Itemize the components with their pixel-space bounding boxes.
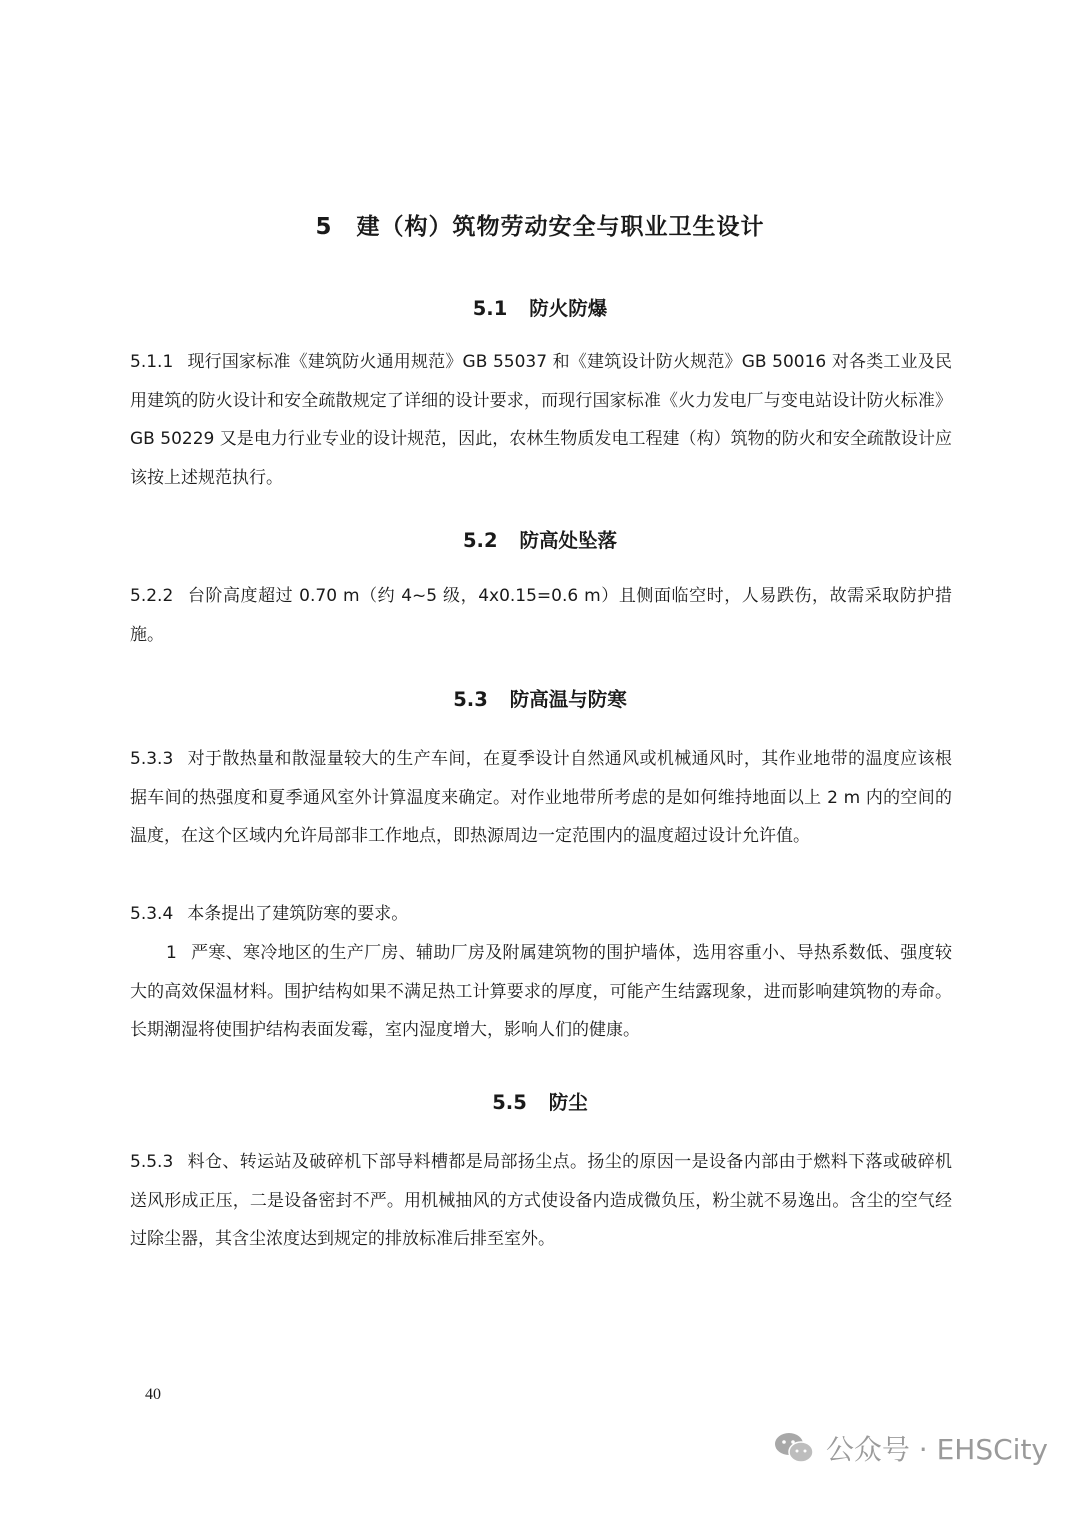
- paragraph-text: 严寒、寒冷地区的生产厂房、辅助厂房及附属建筑物的围护墙体，选用容重小、导热系数低、强度较大的高效保温材料。围护结构如果不满足热工计算要求的厚度，可能产生结露现象，进而影响建筑物的寿命。长期潮湿将使围护结构表面发霉，室内湿度增大，影响人们的健康。: [130, 943, 952, 1040]
- section-heading-5-2: [0, 525, 1080, 553]
- paragraph-5-3-4-item-1: [130, 934, 952, 1050]
- watermark-text: 公众号 · EHSCity: [825, 1433, 1048, 1466]
- clause-number: 5.1.1: [130, 352, 174, 372]
- clause-number: 5.3.4: [130, 904, 174, 924]
- section-number: 5.1: [472, 297, 508, 320]
- clause-number: 5.3.3: [130, 749, 174, 769]
- paragraph-text: 本条提出了建筑防寒的要求。: [187, 904, 409, 924]
- clause-number: 5.5.3: [130, 1152, 174, 1172]
- section-title: 防高温与防寒: [509, 688, 627, 711]
- paragraph-text: 对于散热量和散湿量较大的生产车间，在夏季设计自然通风或机械通风时，其作业地带的温度应该根据车间的热强度和夏季通风室外计算温度来确定。对作业地带所考虑的是如何维持地面以上 2 m 内的空间的温度，在这个区域内允许局部非工作地点，即热源周边一定范围内的温度超过设计允许值。: [130, 749, 952, 846]
- section-title: 防尘: [548, 1091, 588, 1114]
- section-title: 防高处坠落: [519, 529, 618, 552]
- clause-number: 5.2.2: [130, 586, 174, 606]
- section-number: 5.2: [462, 529, 498, 552]
- section-number: 5.3: [453, 688, 488, 711]
- watermark: [774, 1428, 1048, 1468]
- item-number: 1: [166, 943, 177, 963]
- chapter-title: 5 建（构）筑物劳动安全与职业卫生设计: [315, 214, 765, 240]
- paragraph-5-3-3: [130, 740, 952, 856]
- paragraph-text: 台阶高度超过 0.70 m（约 4~5 级，4x0.15=0.6 m）且侧面临空时，人易跌伤，故需采取防护措施。: [130, 586, 952, 645]
- paragraph-text: 现行国家标准《建筑防火通用规范》GB 55037 和《建筑设计防火规范》GB 50016 对各类工业及民用建筑的防火设计和安全疏散规定了详细的设计要求，而现行国家标准《火力发电厂与变电站设计防火标准》GB 50229 又是电力行业专业的设计规范，因此，农林生物质发电工程建（构）筑物的防火和安全疏散设计应该按上述规范执行。: [130, 352, 952, 488]
- paragraph-5-1-1: [130, 343, 952, 497]
- section-number: 5.5: [492, 1091, 527, 1114]
- paragraph-text: 料仓、转运站及破碎机下部导料槽都是局部扬尘点。扬尘的原因一是设备内部由于燃料下落或破碎机送风形成正压，二是设备密封不严。用机械抽风的方式使设备内造成微负压，粉尘就不易逸出。含尘的空气经过除尘器，其含尘浓度达到规定的排放标准后排至室外。: [130, 1152, 952, 1249]
- paragraph-5-2-2: [130, 577, 952, 654]
- paragraph-5-5-3: [130, 1143, 952, 1259]
- section-title: 防火防爆: [529, 297, 608, 320]
- section-heading-5-1: [0, 293, 1080, 321]
- section-heading-5-3: [0, 684, 1080, 712]
- page-number: 40: [145, 1386, 161, 1403]
- wechat-icon: [774, 1431, 814, 1465]
- section-heading-5-5: [0, 1087, 1080, 1115]
- paragraph-5-3-4: [130, 895, 952, 934]
